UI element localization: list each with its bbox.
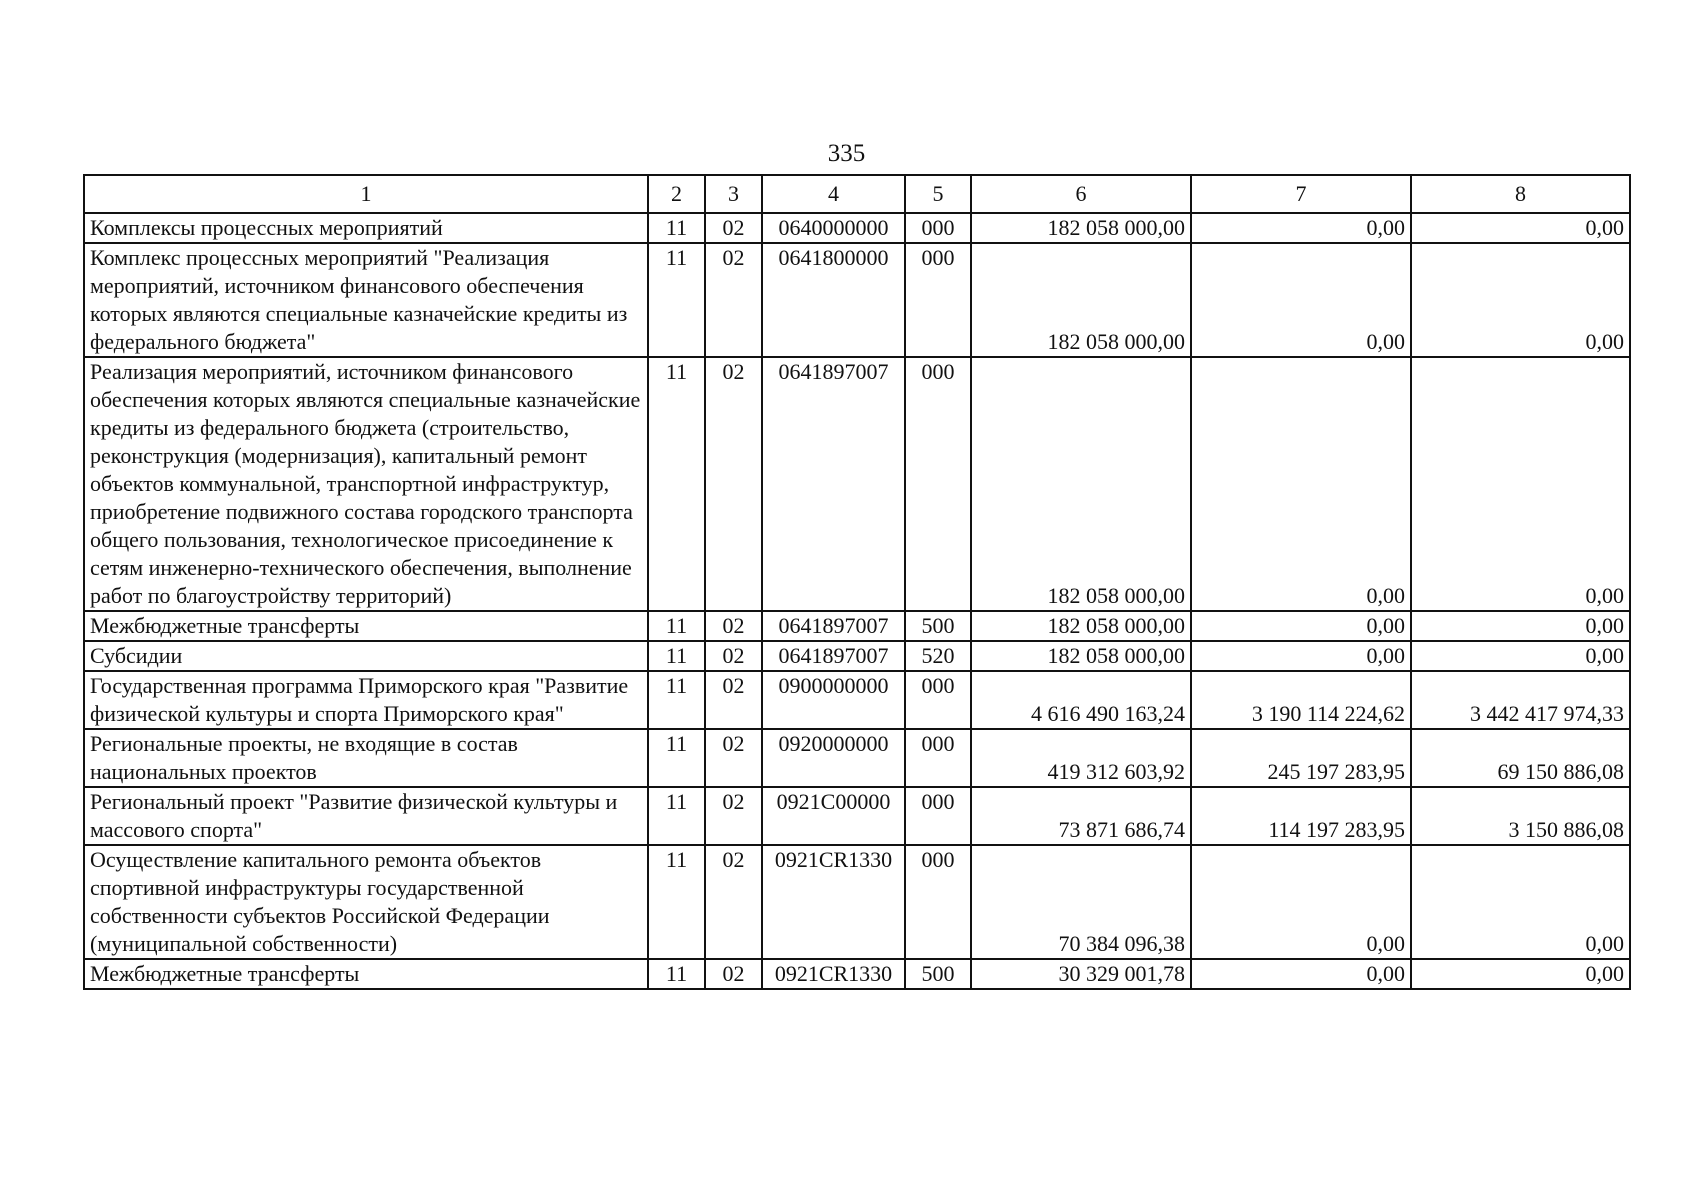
- section-code: 11: [648, 729, 705, 787]
- section-code: 11: [648, 243, 705, 357]
- amount-col7: 114 197 283,95: [1191, 787, 1411, 845]
- row-name: Межбюджетные трансферты: [84, 611, 648, 641]
- subsection-code: 02: [705, 213, 762, 243]
- table-row: [84, 671, 1630, 729]
- section-code: 11: [648, 641, 705, 671]
- expense-type-code: 000: [905, 243, 971, 357]
- column-header: 1: [84, 175, 648, 213]
- target-article-code: 0641800000: [762, 243, 905, 357]
- amount-col7: 0,00: [1191, 959, 1411, 989]
- amount-col6: 419 312 603,92: [971, 729, 1191, 787]
- amount-col7: 245 197 283,95: [1191, 729, 1411, 787]
- amount-col8: 0,00: [1411, 243, 1630, 357]
- row-name: Государственная программа Приморского края "Развитие физической культуры и спорта Приморского края": [84, 671, 648, 729]
- table-row: [84, 959, 1630, 989]
- row-name: Региональные проекты, не входящие в состав национальных проектов: [84, 729, 648, 787]
- target-article-code: 0641897007: [762, 357, 905, 611]
- amount-col8: 0,00: [1411, 213, 1630, 243]
- expense-type-code: 000: [905, 671, 971, 729]
- subsection-code: 02: [705, 243, 762, 357]
- row-name: Субсидии: [84, 641, 648, 671]
- amount-col7: 0,00: [1191, 243, 1411, 357]
- subsection-code: 02: [705, 357, 762, 611]
- subsection-code: 02: [705, 729, 762, 787]
- table-row: [84, 611, 1630, 641]
- amount-col8: 69 150 886,08: [1411, 729, 1630, 787]
- amount-col6: 30 329 001,78: [971, 959, 1191, 989]
- amount-col7: 0,00: [1191, 213, 1411, 243]
- expense-type-code: 500: [905, 959, 971, 989]
- row-name: Комплекс процессных мероприятий "Реализация мероприятий, источником финансового обеспечения которых являются специальные казначейские кредиты из федерального бюджета": [84, 243, 648, 357]
- section-code: 11: [648, 611, 705, 641]
- section-code: 11: [648, 787, 705, 845]
- amount-col6: 73 871 686,74: [971, 787, 1191, 845]
- amount-col7: 0,00: [1191, 357, 1411, 611]
- target-article-code: 0641897007: [762, 641, 905, 671]
- row-name: Комплексы процессных мероприятий: [84, 213, 648, 243]
- target-article-code: 0921CR1330: [762, 845, 905, 959]
- subsection-code: 02: [705, 611, 762, 641]
- amount-col7: 3 190 114 224,62: [1191, 671, 1411, 729]
- column-header: 8: [1411, 175, 1630, 213]
- column-number-row: [84, 175, 1630, 213]
- expense-type-code: 000: [905, 729, 971, 787]
- expense-type-code: 520: [905, 641, 971, 671]
- amount-col6: 182 058 000,00: [971, 641, 1191, 671]
- section-code: 11: [648, 959, 705, 989]
- amount-col8: 3 150 886,08: [1411, 787, 1630, 845]
- amount-col8: 3 442 417 974,33: [1411, 671, 1630, 729]
- row-name: Реализация мероприятий, источником финансового обеспечения которых являются специальные казначейские кредиты из федерального бюджета (строительство, реконструкция (модернизация), капитальный ремонт объектов коммунальной, транспортной инфраструктур, приобретение подвижного состава городского транспорта общего пользования, технологическое присоединение к сетям инженерно-технического обеспечения, выполнение работ по благоустройству территорий): [84, 357, 648, 611]
- amount-col6: 4 616 490 163,24: [971, 671, 1191, 729]
- amount-col6: 182 058 000,00: [971, 357, 1191, 611]
- subsection-code: 02: [705, 787, 762, 845]
- section-code: 11: [648, 357, 705, 611]
- section-code: 11: [648, 671, 705, 729]
- expense-type-code: 000: [905, 213, 971, 243]
- target-article-code: 0640000000: [762, 213, 905, 243]
- amount-col8: 0,00: [1411, 959, 1630, 989]
- table-row: [84, 729, 1630, 787]
- target-article-code: 0921CR1330: [762, 959, 905, 989]
- amount-col8: 0,00: [1411, 641, 1630, 671]
- subsection-code: 02: [705, 845, 762, 959]
- amount-col7: 0,00: [1191, 641, 1411, 671]
- table-row: [84, 845, 1630, 959]
- table-row: [84, 641, 1630, 671]
- section-code: 11: [648, 213, 705, 243]
- budget-table: [83, 174, 1631, 990]
- amount-col6: 70 384 096,38: [971, 845, 1191, 959]
- row-name: Межбюджетные трансферты: [84, 959, 648, 989]
- section-code: 11: [648, 845, 705, 959]
- column-header: 3: [705, 175, 762, 213]
- expense-type-code: 000: [905, 845, 971, 959]
- expense-type-code: 500: [905, 611, 971, 641]
- table-row: [84, 213, 1630, 243]
- table-row: [84, 243, 1630, 357]
- expense-type-code: 000: [905, 787, 971, 845]
- amount-col7: 0,00: [1191, 845, 1411, 959]
- target-article-code: 0921С00000: [762, 787, 905, 845]
- target-article-code: 0900000000: [762, 671, 905, 729]
- table-row: [84, 357, 1630, 611]
- page-number: 335: [827, 140, 866, 167]
- column-header: 7: [1191, 175, 1411, 213]
- expense-type-code: 000: [905, 357, 971, 611]
- column-header: 4: [762, 175, 905, 213]
- amount-col8: 0,00: [1411, 845, 1630, 959]
- target-article-code: 0641897007: [762, 611, 905, 641]
- column-header: 5: [905, 175, 971, 213]
- amount-col6: 182 058 000,00: [971, 213, 1191, 243]
- amount-col8: 0,00: [1411, 611, 1630, 641]
- column-header: 6: [971, 175, 1191, 213]
- row-name: Осуществление капитального ремонта объектов спортивной инфраструктуры государственной собственности субъектов Российской Федерации (муниципальной собственности): [84, 845, 648, 959]
- amount-col6: 182 058 000,00: [971, 243, 1191, 357]
- amount-col6: 182 058 000,00: [971, 611, 1191, 641]
- subsection-code: 02: [705, 959, 762, 989]
- subsection-code: 02: [705, 641, 762, 671]
- row-name: Региональный проект "Развитие физической культуры и массового спорта": [84, 787, 648, 845]
- column-header: 2: [648, 175, 705, 213]
- amount-col8: 0,00: [1411, 357, 1630, 611]
- amount-col7: 0,00: [1191, 611, 1411, 641]
- target-article-code: 0920000000: [762, 729, 905, 787]
- table-row: [84, 787, 1630, 845]
- subsection-code: 02: [705, 671, 762, 729]
